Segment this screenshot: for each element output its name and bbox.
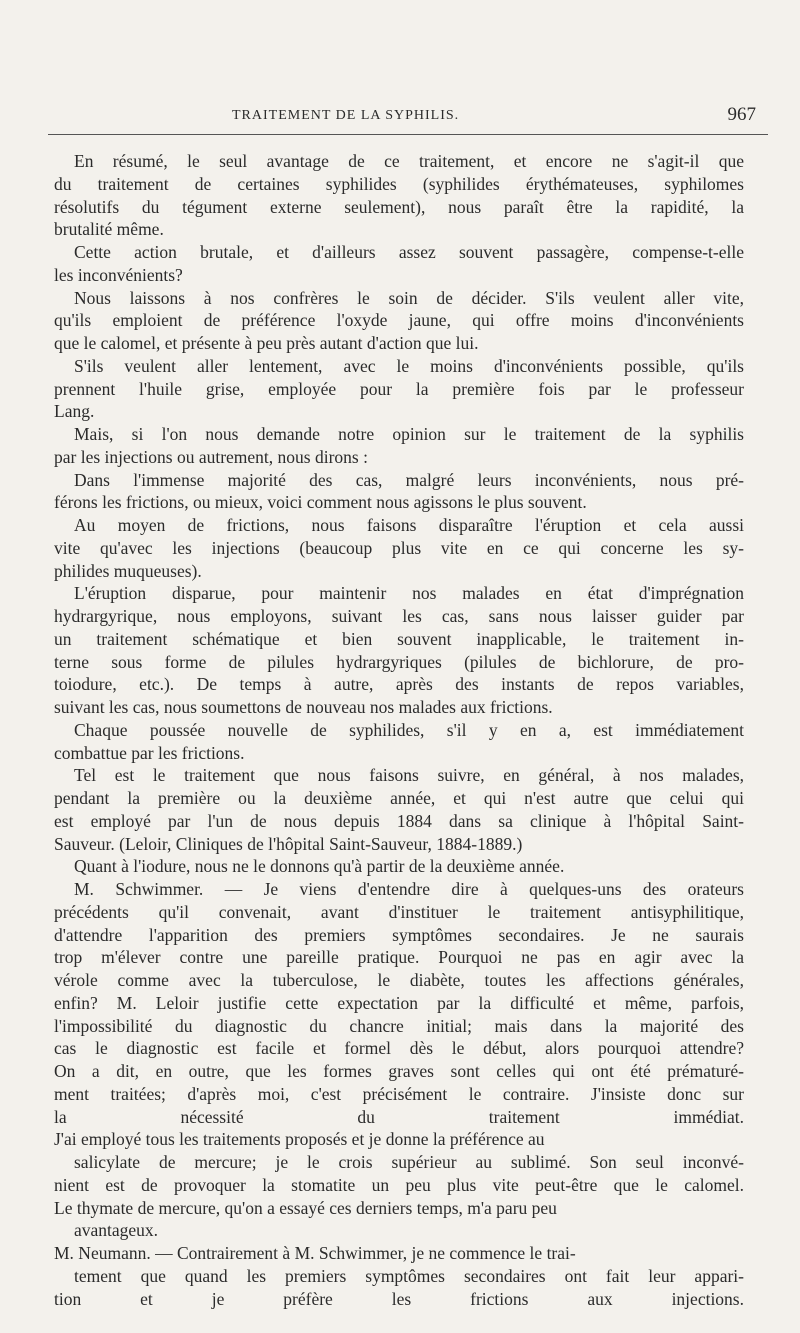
text-line: l'impossibilité du diagnostic du chancre initial; mais dans la majorité des: [54, 1015, 744, 1036]
text-line: M. Neumann. — Contrairement à M. Schwimmer, je ne commence le trai-: [54, 1243, 576, 1263]
text-line: combattue par les frictions.: [54, 742, 245, 763]
text-line: nient est de provoquer la stomatite un peu plus vite peut-être que le calomel.: [54, 1174, 744, 1195]
running-header: [36, 104, 766, 130]
text-line: Tel est le traitement que nous faisons suivre, en général, à nos malades,: [74, 765, 744, 786]
text-line: Le thymate de mercure, qu'on a essayé ces derniers temps, m'a paru peu: [54, 1197, 557, 1218]
text-line: enfin? M. Leloir justifie cette expectation par la difficulté et même, parfois,: [54, 992, 744, 1013]
body-text: [54, 150, 744, 1333]
text-line: On a dit, en outre, que les formes graves sont celles qui ont été prématuré-: [54, 1061, 744, 1081]
text-line: salicylate de mercure; je le crois supérieur au sublimé. Son seul inconvé-: [74, 1152, 744, 1172]
text-line: terne sous forme de pilules hydrargyriques (pilules de bichlorure, de pro-: [54, 651, 744, 672]
text-line: par les injections ou autrement, nous dirons :: [54, 446, 368, 467]
text-line: du traitement de certaines syphilides (syphilides érythémateuses, syphilomes: [54, 173, 744, 194]
text-line: précédents qu'il convenait, avant d'instituer le traitement antisyphilitique,: [54, 901, 744, 922]
text-line: Sauveur. (Leloir, Cliniques de l'hôpital Saint-Sauveur, 1884-1889.): [54, 833, 523, 854]
text-line: S'ils veulent aller lentement, avec le moins d'inconvénients possible, qu'ils: [74, 355, 744, 376]
text-line: pendant la première ou la deuxième année, et qui n'est autre que celui qui: [54, 788, 744, 808]
text-line: Mais, si l'on nous demande notre opinion sur le traitement de la syphilis: [74, 424, 744, 444]
text-line: qu'ils emploient de préférence l'oxyde jaune, qui offre moins d'inconvénients: [54, 310, 744, 331]
text-line: avantageux.: [74, 1220, 159, 1241]
text-line: brutalité même.: [54, 219, 164, 240]
text-line: Quant à l'iodure, nous ne le donnons qu'à partir de la deuxième année.: [74, 856, 565, 877]
text-line: prennent l'huile grise, employée pour la première fois par le professeur: [54, 378, 744, 399]
text-line: [54, 1310, 744, 1333]
text-line: Au moyen de frictions, nous faisons disparaître l'éruption et cela aussi: [74, 515, 744, 535]
text-line: résolutifs du tégument externe seulement), nous paraît être la rapidité, la: [54, 196, 744, 217]
text-line: trop m'élever contre une pareille pratique. Pourquoi ne pas en agir avec la: [54, 947, 744, 968]
text-line: d'attendre l'apparition des premiers symptômes secondaires. Je ne saurais: [54, 924, 744, 945]
book-page: [36, 0, 766, 1323]
text-line: un traitement schématique et bien souvent inapplicable, le traitement in-: [54, 628, 744, 649]
text-line: ment traitées; d'après moi, c'est précisément le contraire. J'insiste donc sur: [54, 1083, 744, 1104]
text-line: Dans l'immense majorité des cas, malgré leurs inconvénients, nous pré-: [74, 469, 744, 490]
text-line: M. Schwimmer. — Je viens d'entendre dire à quelques-uns des orateurs: [74, 879, 744, 899]
text-line: les inconvénients?: [54, 264, 183, 285]
text-line: cas le diagnostic est facile et formel dès le début, alors pourquoi attendre?: [54, 1038, 744, 1059]
text-line: vérole comme avec la tuberculose, le diabète, toutes les affections générales,: [54, 970, 744, 990]
text-line: tion et je préfère les frictions aux injections.: [54, 1288, 744, 1309]
text-line: suivant les cas, nous soumettons de nouveau nos malades aux frictions.: [54, 697, 553, 717]
text-line: vite qu'avec les injections (beaucoup plus vite en ce qui concerne les sy-: [54, 537, 744, 558]
text-line: férons les frictions, ou mieux, voici comment nous agissons le plus souvent.: [54, 492, 587, 513]
text-line: philides muqueuses).: [54, 560, 202, 581]
running-title: TRAITEMENT DE LA SYPHILIS.: [232, 108, 460, 123]
text-line: J'ai employé tous les traitements proposés et je donne la préférence au: [54, 1129, 545, 1150]
text-line: Cette action brutale, et d'ailleurs assez souvent passagère, compense-t-elle: [74, 242, 744, 262]
text-line: Nous laissons à nos confrères le soin de décider. S'ils veulent aller vite,: [74, 287, 744, 308]
text-line: hydrargyrique, nous employons, suivant les cas, sans nous laisser guider par: [54, 606, 744, 626]
text-line: la nécessité du traitement immédiat.: [54, 1106, 744, 1127]
text-line: est employé par l'un de nous depuis 1884 dans sa clinique à l'hôpital Saint-: [54, 810, 744, 831]
text-line: toiodure, etc.). De temps à autre, après des instants de repos variables,: [54, 674, 744, 695]
text-line: Lang.: [54, 401, 95, 422]
text-line: L'éruption disparue, pour maintenir nos malades en état d'imprégnation: [74, 583, 744, 604]
page-number: 967: [727, 104, 756, 125]
text-line: En résumé, le seul avantage de ce traitement, et encore ne s'agit-il que: [74, 151, 744, 171]
text-line: tement que quand les premiers symptômes secondaires ont fait leur appari-: [74, 1265, 744, 1286]
text-line: Chaque poussée nouvelle de syphilides, s'il y en a, est immédiatement: [74, 719, 744, 740]
header-rule: [48, 134, 768, 135]
text-line: que le calomel, et présente à peu près autant d'action que lui.: [54, 333, 479, 353]
